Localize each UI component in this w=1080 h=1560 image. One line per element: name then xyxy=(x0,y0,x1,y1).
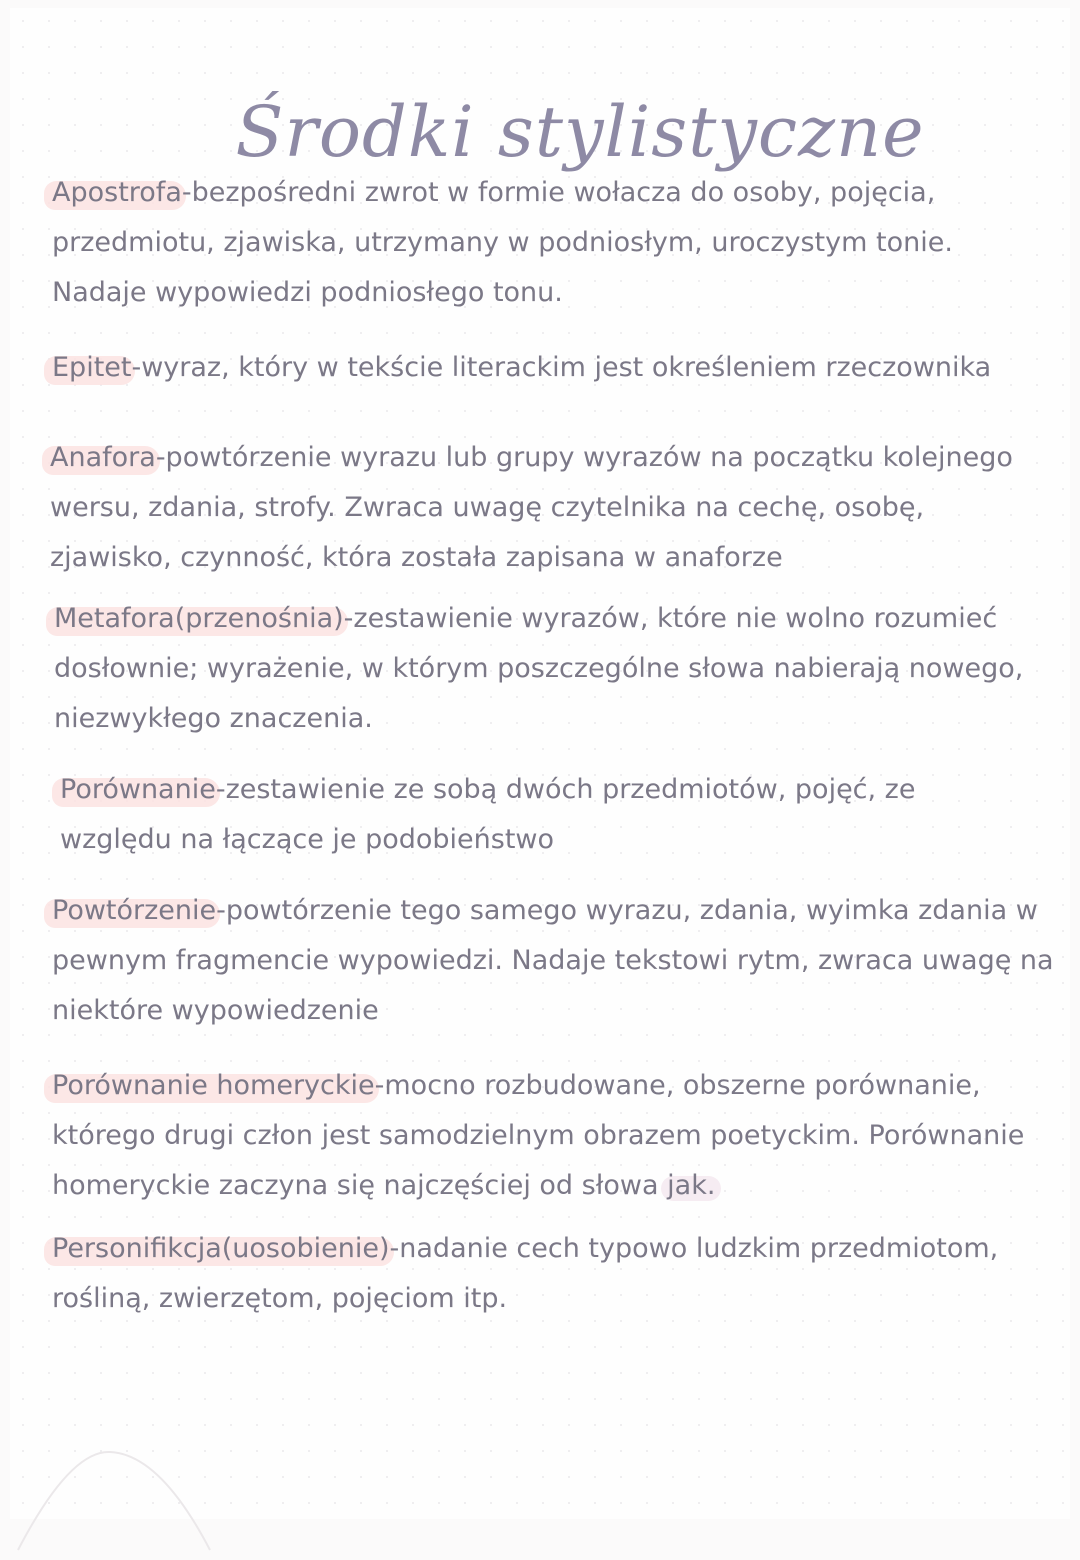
term-highlight: Apostrofa xyxy=(52,177,182,208)
entry-anafora xyxy=(50,433,1030,583)
definition-text: -zestawienie ze sobą dwóch przedmiotów, pojęć, ze względu na łączące je podobieństwo xyxy=(60,774,916,855)
term-highlight: Epitet xyxy=(52,352,132,383)
term-highlight: Porównanie xyxy=(60,774,216,805)
entry-personifikacja xyxy=(52,1224,1042,1324)
definition-text: -nadanie cech typowo ludzkim przedmiotom, rośliną, zwierzętom, pojęciom itp. xyxy=(52,1233,999,1314)
definition-text: -bezpośredni zwrot w formie wołacza do osoby, pojęcia, przedmiotu, zjawiska, utrzymany w podniosłym, uroczystym tonie. Nadaje wypowiedzi podniosłego tonu. xyxy=(52,177,953,308)
term-highlight: Metafora(przenośnia) xyxy=(54,603,344,634)
definition-text: -wyraz, który w tekście literackim jest określeniem rzeczownika xyxy=(131,352,992,383)
term-highlight: Anafora xyxy=(50,442,156,473)
definition-text: -powtórzenie wyrazu lub grupy wyrazów na początku kolejnego wersu, zdania, strofy. Zwraca uwagę czytelnika na cechę, osobę, zjawisko, czynność, która została zapisana w anaforze xyxy=(50,442,1013,573)
page-title: Środki stylistyczne xyxy=(235,90,925,173)
term-highlight: Personifikcja(uosobienie) xyxy=(52,1233,390,1264)
highlighted-word: jak. xyxy=(667,1170,716,1201)
term-highlight: Porównanie homeryckie xyxy=(52,1070,375,1101)
definition-text: -powtórzenie tego samego wyrazu, zdania, wyimka zdania w pewnym fragmencie wypowiedzi. Nadaje tekstowi rytm, zwraca uwagę na niektóre wypowiedzenie xyxy=(52,895,1054,1026)
entry-epitet xyxy=(52,343,1072,393)
definition-text: -zestawienie wyrazów, które nie wolno rozumieć dosłownie; wyrażenie, w którym poszczególne słowa nabierają nowego, niezwykłego znaczenia. xyxy=(54,603,1024,734)
entry-porownanie xyxy=(60,765,1000,865)
pencil-arc-decoration xyxy=(10,1440,230,1560)
entry-porownanie-homeryckie xyxy=(52,1061,1032,1211)
entry-apostrofa xyxy=(52,168,1032,318)
entry-metafora xyxy=(54,594,1054,744)
term-highlight: Powtórzenie xyxy=(52,895,217,926)
definition-text: -mocno rozbudowane, obszerne porównanie, którego drugi człon jest samodzielnym obrazem poetyckim. Porównanie homeryckie zaczyna się najczęściej od słowa xyxy=(52,1070,1025,1201)
entry-powtorzenie xyxy=(52,886,1062,1036)
